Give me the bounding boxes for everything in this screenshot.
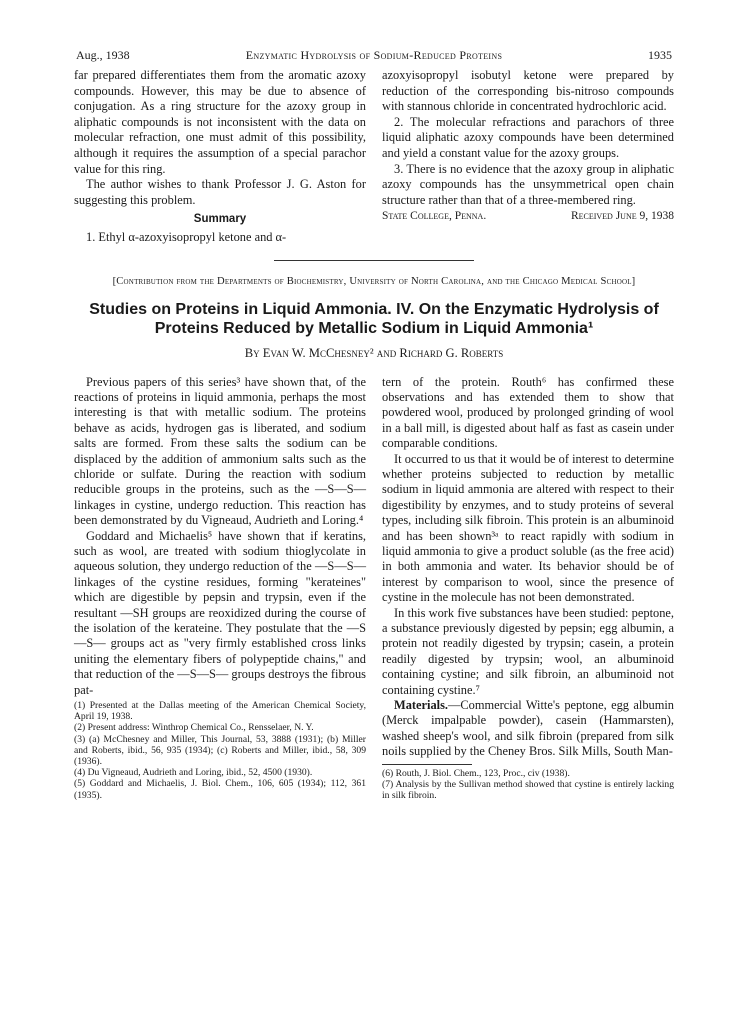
issue-date: Aug., 1938 (76, 48, 130, 62)
materials-text: —Commercial Witte's peptone, egg albumin (Merck impalpable powder), casein (Hammarsten), washed sheep's wool, and silk fibroin (prepared from silk noils supplied by the Cheney Bros. Silk Mills, South Man- (382, 698, 674, 759)
journal-page (74, 48, 674, 801)
page-number: 1935 (648, 48, 672, 62)
left-column-top (74, 68, 366, 246)
right-column-top (382, 68, 674, 246)
running-title: Enzymatic Hydrolysis of Sodium-Reduced Proteins (245, 48, 503, 62)
footnote: (5) Goddard and Michaelis, J. Biol. Chem., 106, 605 (1934); 112, 361 (1935). (74, 778, 366, 801)
contribution-line: [Contribution from the Departments of Biochemistry, University of North Carolina, and the Chicago Medical School] (112, 275, 636, 287)
article-body (74, 375, 674, 802)
running-head (74, 48, 674, 68)
footnote: (2) Present address: Winthrop Chemical Co., Rensselaer, N. Y. (74, 722, 314, 734)
summary-item-2: 2. The molecular refractions and parachors of three liquid aliphatic azoxy compounds have been determined and yield a constant value for the azoxy groups. (382, 114, 674, 160)
footnote: (3) (a) McChesney and Miller, This Journal, 53, 3888 (1931); (b) Miller and Roberts, ibid., 56, 935 (1934); (c) Roberts and Miller, ibid., 58, 309 (1936). (74, 733, 366, 768)
paragraph: It occurred to us that it would be of interest to determine whether proteins subjected to reduction by metallic sodium in liquid ammonia are altered with respect to their digestibility by enzymes, and to study proteins of several types, including silk fibroin. This protein is an albuminoid and has been shown³ᵃ to react rapidly with sodium in liquid ammonia to give a product soluble (as the free acid) in both ammonia and water. Its behavior should be of interest by comparison to wool, since the presence of cystine in the molecule has not been demonstrated. (382, 451, 674, 605)
previous-article-end (74, 68, 674, 246)
materials-paragraph (382, 698, 674, 760)
paragraph: azoxyisopropyl isobutyl ketone were prepared by reduction of the corresponding bis-nitroso compounds with stannous chloride in concentrated hydrochloric acid. (382, 68, 674, 114)
summary-item-3: 3. There is no evidence that the azoxy group in aliphatic azoxy compounds has the unsymmetrical open chain structure rather than that of a three-membered ring. (382, 161, 674, 207)
footnotes-left (74, 700, 366, 801)
received-date: Received June 9, 1938 (570, 210, 674, 223)
paragraph: Goddard and Michaelis⁵ have shown that if keratins, such as wool, are treated with sodium thioglycolate in aqueous solution, they undergo reduction of the —S—S— linkages of the cystine residues, forming "kerateines" which are digestible by pepsin and trypsin, even if the resultant —SH groups are reoxidized during the course of the isolation of the kerateine. They postulate that the —S—S— groups act as "very firmly established cross links uniting the elementary fibers of polypeptide chains," and that reduction of the —S—S— groups destroys the fibrous pat- (74, 528, 366, 697)
paragraph: tern of the protein. Routh⁶ has confirmed these observations and has extended them to show that powdered wool, produced by prolonged grinding of wool in a ball mill, is digested about half as fast as casein under comparable conditions. (382, 374, 674, 451)
summary-item-1: 1. Ethyl α-azoxyisopropyl ketone and α- (86, 229, 287, 244)
signature-line (382, 209, 674, 225)
article-title: Studies on Proteins in Liquid Ammonia. IV. On the Enzymatic Hydrolysis of Proteins Reduced by Metallic Sodium in Liquid Ammonia¹ (89, 300, 659, 337)
left-column-body (74, 375, 366, 802)
footnotes-right (382, 768, 674, 802)
paragraph: far prepared differentiates them from the aromatic azoxy compounds. However, this may be due to absence of conjugation. As a ring structure for the azoxy group in aliphatic compounds is not inconsistent with the data on molecular refraction, one must admit of this possibility, although it requires the assumption of a special parachor value for this ring. (74, 68, 366, 176)
summary-heading: Summary (193, 213, 247, 226)
footnote: (4) Du Vigneaud, Audrieth and Loring, ibid., 52, 4500 (1930). (74, 767, 313, 779)
footnote: (6) Routh, J. Biol. Chem., 123, Proc., civ (1938). (382, 767, 570, 779)
acknowledgement: The author wishes to thank Professor J. G. Aston for suggesting this problem. (74, 177, 366, 207)
author-line: By Evan W. McChesney² and Richard G. Roberts (244, 345, 504, 360)
footnote-rule (382, 764, 472, 765)
footnote: (7) Analysis by the Sullivan method showed that cystine is entirely lacking in silk fibroin. (382, 778, 674, 802)
location: State College, Penna. (382, 210, 487, 223)
footnote: (1) Presented at the Dallas meeting of the American Chemical Society, April 19, 1938. (74, 700, 366, 723)
paragraph: In this work five substances have been studied: peptone, a substance previously digested by pepsin; egg albumin, a protein not readily digested by trypsin; casein, a protein readily digested by trypsin; wool, an albuminoid containing cystine; and silk fibroin, an albuminoid not containing cystine.⁷ (382, 605, 674, 697)
materials-heading: Materials. (394, 698, 449, 713)
section-divider (274, 260, 474, 261)
right-column-body (382, 375, 674, 802)
paragraph: Previous papers of this series³ have shown that, of the reactions of proteins in liquid ammonia, perhaps the most interesting is that with metallic sodium. The proteins behave as acids, hydrogen gas is liberated, and sodium salts are formed. From these salts the sodium can be displaced by the addition of ammonium salts such as the chloride or sulfate. During the reaction with sodium reducible groups in the proteins, such as the —S—S— linkages in cystine, undergo reduction. This reaction has been demonstrated by du Vigneaud, Audrieth and Loring.⁴ (74, 374, 366, 528)
